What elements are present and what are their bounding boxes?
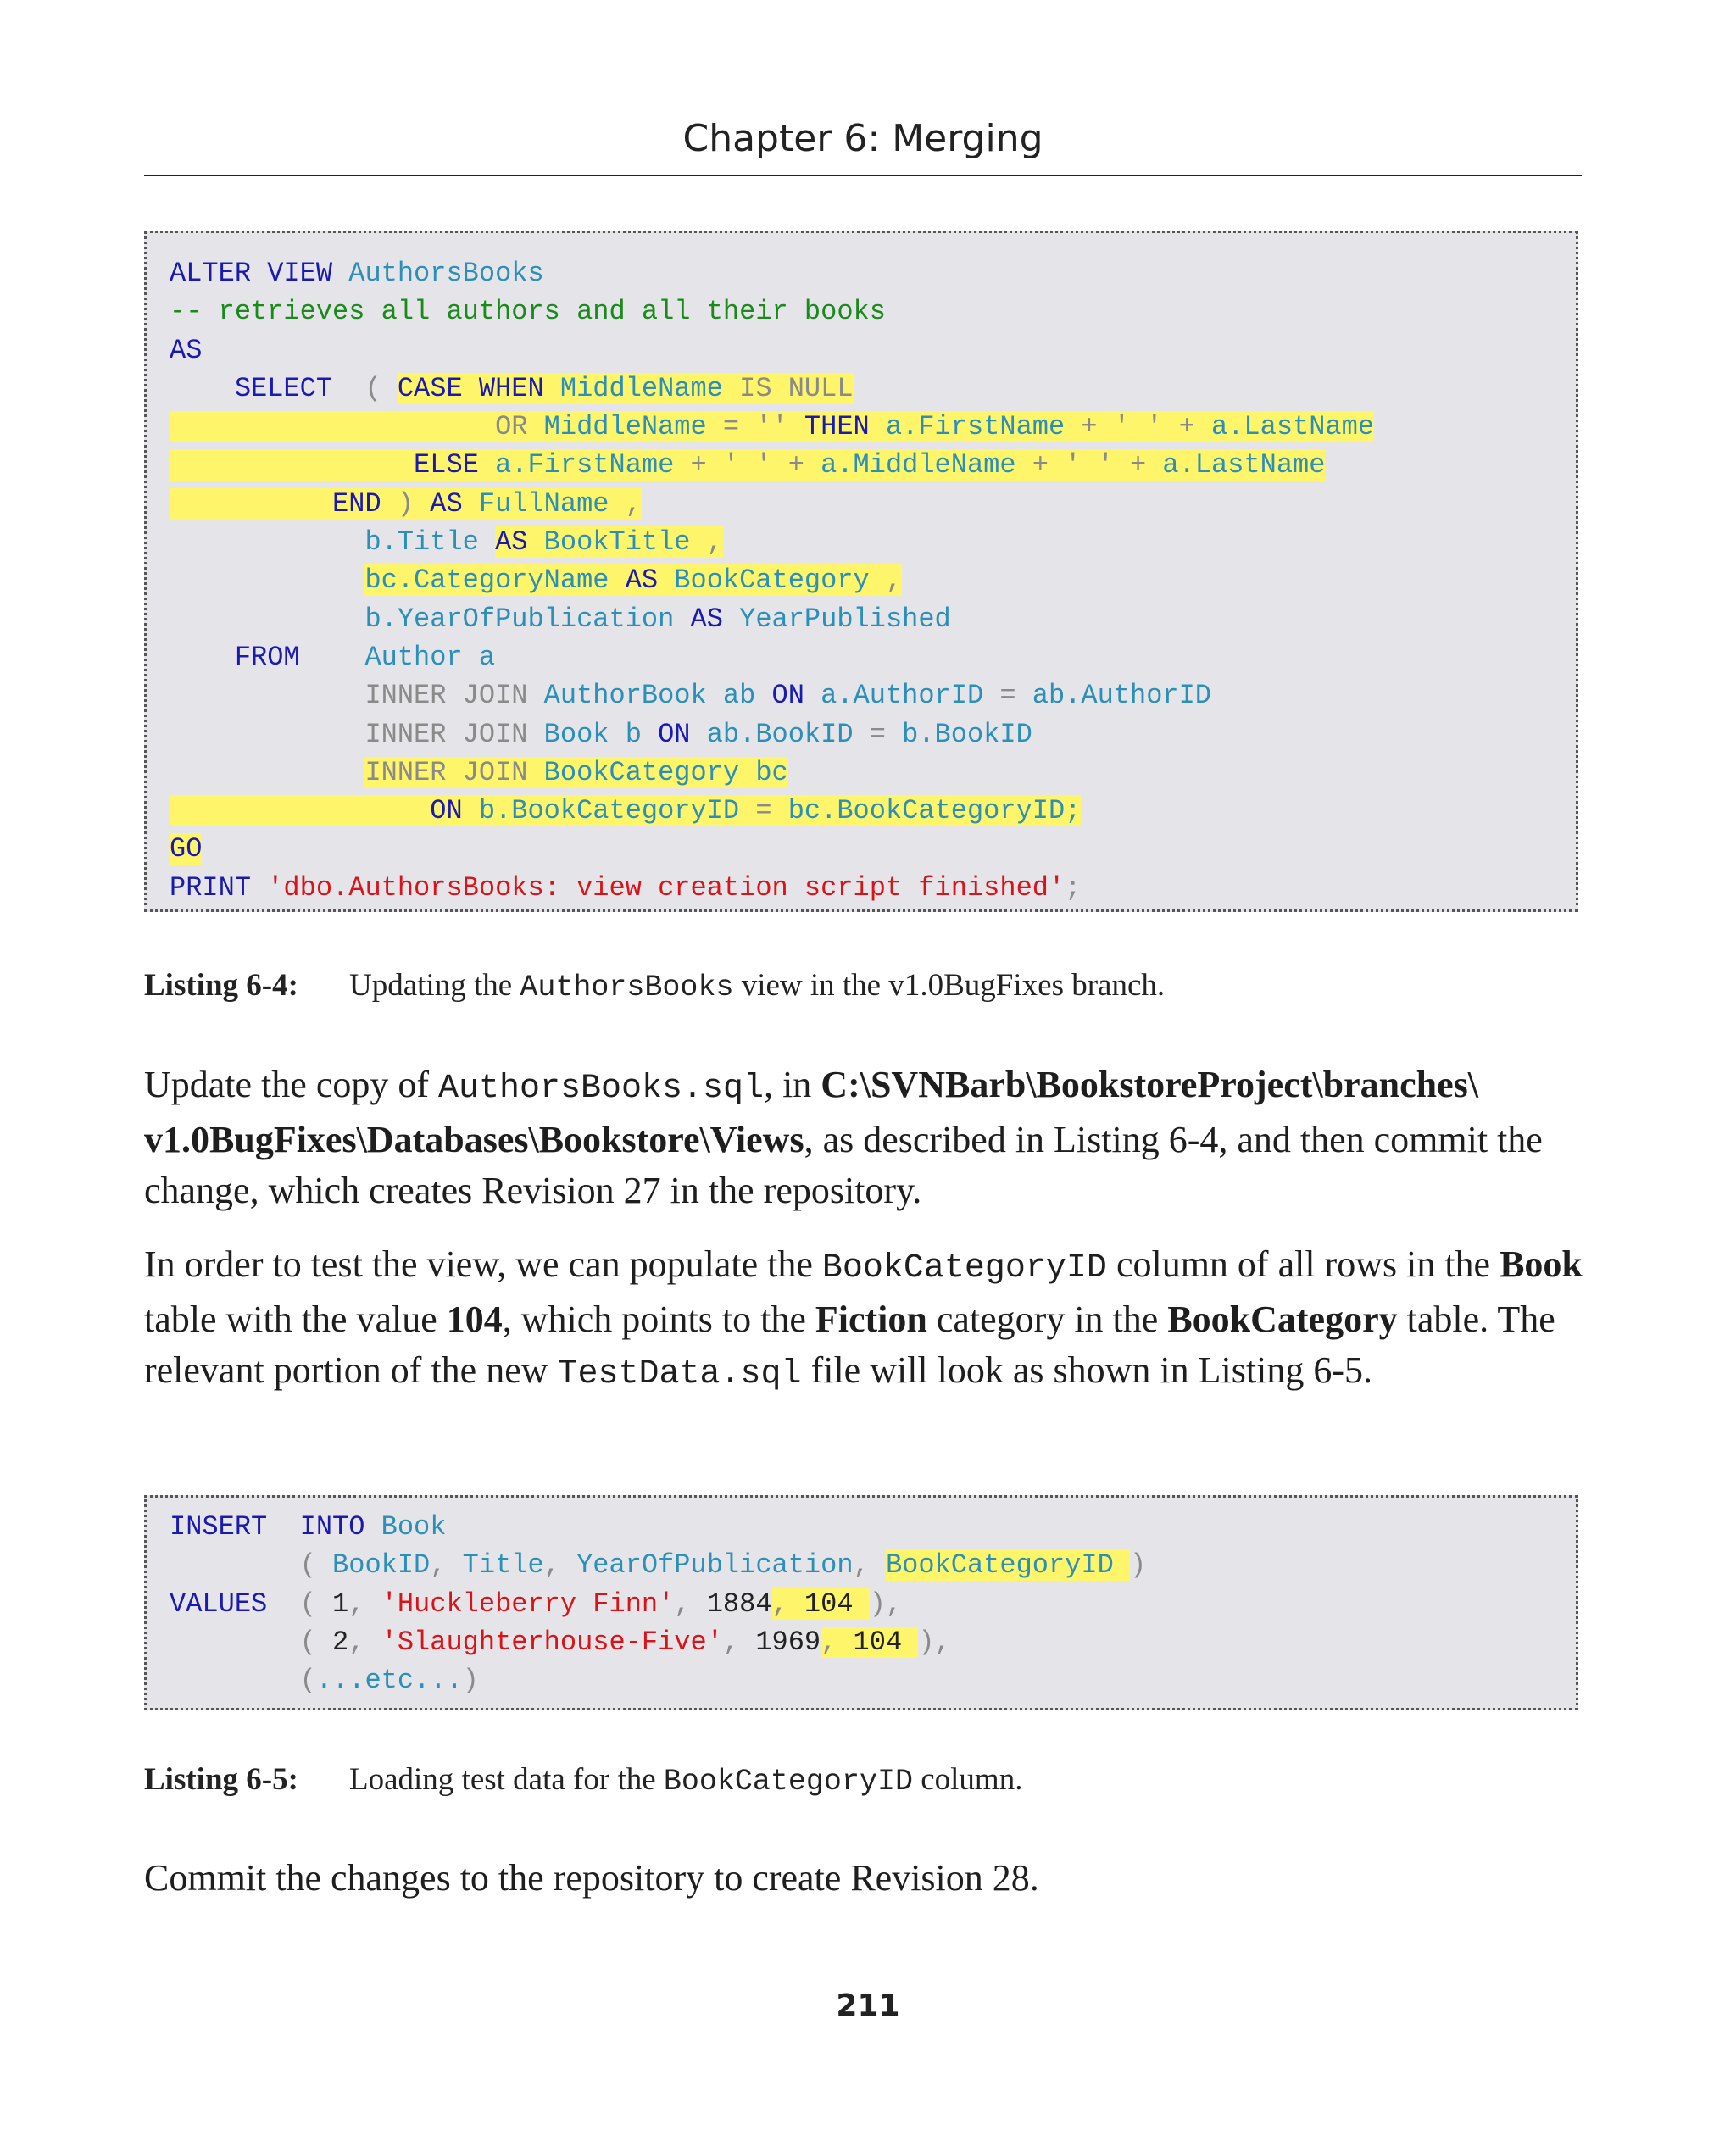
listing-6-5-caption bbox=[144, 1759, 1022, 1803]
code-token: b.Title bbox=[364, 526, 496, 559]
code-line bbox=[170, 446, 1576, 484]
code-token: = bbox=[999, 680, 1032, 712]
code-token: ) bbox=[918, 1626, 935, 1658]
inline-code: AuthorsBooks.sql bbox=[438, 1070, 765, 1108]
code-token bbox=[170, 642, 235, 673]
code-token: ON bbox=[771, 680, 821, 712]
code-token: Author a bbox=[364, 641, 496, 673]
code-token: b.BookID bbox=[902, 718, 1032, 750]
code-token: , bbox=[348, 1626, 381, 1658]
code-token: 'Slaughterhouse-Five' bbox=[381, 1626, 723, 1658]
code-token: AS bbox=[495, 526, 544, 559]
code-token: ( bbox=[299, 1549, 333, 1582]
text: table with the value bbox=[144, 1299, 447, 1340]
code-token: = '' bbox=[722, 411, 804, 443]
code-token: b.YearOfPublication bbox=[364, 603, 691, 635]
paragraph-commit: Commit the changes to the repository to create Revision 28. bbox=[144, 1857, 1039, 1899]
code-token: ) bbox=[462, 1665, 479, 1697]
code-line bbox=[170, 1623, 1576, 1661]
code-line bbox=[170, 523, 1576, 561]
code-token: bc.CategoryName bbox=[364, 564, 626, 597]
text: table. The relevant portion of the new bbox=[144, 1299, 1555, 1391]
code-line bbox=[170, 1546, 1576, 1584]
code-token: BookCategoryID bbox=[885, 1549, 1130, 1582]
bold-term: Fiction bbox=[815, 1299, 927, 1340]
code-token: a.FirstName bbox=[495, 449, 691, 481]
text: , in bbox=[764, 1064, 821, 1105]
code-line bbox=[170, 869, 1576, 907]
code-token: , bbox=[706, 526, 723, 559]
caption-code: AuthorsBooks bbox=[520, 970, 734, 1004]
code-token: AS bbox=[170, 334, 203, 366]
code-token: a.MiddleName bbox=[821, 449, 1032, 481]
code-token: AuthorBook ab bbox=[543, 680, 772, 712]
caption-label: Listing 6-4: bbox=[144, 968, 298, 1003]
code-line bbox=[170, 715, 1576, 754]
code-token: , bbox=[771, 1588, 804, 1620]
code-token: AS bbox=[690, 603, 740, 635]
code-line bbox=[170, 370, 1576, 408]
code-token: bc.BookCategoryID; bbox=[787, 795, 1082, 827]
code-token: , bbox=[934, 1626, 951, 1658]
code-token: , bbox=[885, 1588, 903, 1620]
code-token: b.BookCategoryID bbox=[478, 795, 756, 827]
code-token: AS bbox=[625, 564, 675, 597]
code-token: GO bbox=[170, 833, 203, 865]
code-token: , bbox=[722, 1626, 756, 1658]
code-token: THEN bbox=[804, 411, 886, 443]
caption-text: Loading test data for the bbox=[349, 1762, 664, 1797]
code-token: IS NULL bbox=[739, 372, 854, 404]
page-number: 211 bbox=[836, 1988, 900, 2023]
code-token: AS bbox=[430, 487, 479, 520]
code-line bbox=[170, 676, 1576, 715]
code-line bbox=[170, 830, 1576, 868]
inline-code: BookCategoryID bbox=[821, 1249, 1107, 1287]
code-token bbox=[170, 1627, 300, 1658]
code-token: FROM bbox=[234, 641, 300, 673]
code-token: OR bbox=[495, 411, 544, 443]
code-token: Book b bbox=[543, 718, 659, 750]
code-token: a.LastName bbox=[1162, 449, 1326, 481]
code-token bbox=[170, 795, 430, 826]
code-token: ab.BookID bbox=[706, 718, 870, 750]
code-listing-6-4 bbox=[144, 231, 1578, 912]
code-token: VALUES bbox=[170, 1588, 268, 1620]
header-divider bbox=[144, 175, 1582, 176]
code-line bbox=[170, 792, 1576, 830]
code-token: + ' ' + bbox=[1032, 449, 1163, 481]
caption-code: BookCategoryID bbox=[663, 1765, 913, 1799]
code-token: a.LastName bbox=[1211, 411, 1375, 443]
code-line bbox=[170, 408, 1576, 446]
bold-term: BookCategory bbox=[1167, 1299, 1398, 1340]
code-line bbox=[170, 1661, 1576, 1699]
code-line bbox=[170, 1585, 1576, 1623]
code-token: 104 bbox=[804, 1588, 870, 1620]
code-token: ( bbox=[299, 1665, 316, 1697]
code-token: 1 bbox=[332, 1588, 349, 1620]
bold-term: Book bbox=[1500, 1243, 1583, 1285]
code-token: CASE WHEN bbox=[397, 372, 560, 404]
code-line bbox=[170, 254, 1576, 292]
code-token bbox=[170, 757, 364, 788]
code-token: END bbox=[332, 487, 398, 520]
code-token: ON bbox=[430, 795, 479, 827]
code-line bbox=[170, 485, 1576, 523]
code-token: YearPublished bbox=[739, 603, 951, 635]
code-token: = bbox=[869, 718, 903, 750]
text: , which points to the bbox=[502, 1299, 815, 1340]
code-token bbox=[170, 603, 364, 635]
code-line bbox=[170, 600, 1576, 638]
code-token bbox=[170, 373, 235, 404]
text: Update the copy of bbox=[144, 1064, 438, 1105]
code-token: , bbox=[348, 1588, 381, 1620]
code-token: INNER JOIN bbox=[364, 718, 544, 750]
code-token: AuthorsBooks bbox=[348, 258, 544, 289]
code-line bbox=[170, 331, 1576, 370]
chapter-header: Chapter 6: Merging bbox=[682, 117, 1043, 160]
code-token: ( bbox=[299, 1626, 333, 1658]
code-token bbox=[170, 411, 495, 442]
file-path-cont: v1.0BugFixes\Databases\Bookstore\Views bbox=[144, 1119, 804, 1160]
caption-text-end: view in the v1.0BugFixes branch. bbox=[733, 968, 1166, 1003]
code-token: + ' ' + bbox=[1081, 411, 1211, 443]
code-token: ) bbox=[397, 487, 431, 520]
code-token: = bbox=[755, 795, 788, 827]
code-token: -- retrieves all authors and all their books bbox=[170, 296, 886, 328]
code-token: , bbox=[625, 487, 642, 520]
code-token: BookID bbox=[332, 1549, 431, 1582]
code-token: BookCategory bbox=[674, 564, 886, 597]
paragraph-test-view bbox=[144, 1239, 1602, 1400]
code-token: YearOfPublication bbox=[576, 1549, 854, 1582]
code-token: , bbox=[430, 1549, 463, 1582]
code-token bbox=[300, 642, 365, 673]
code-token: ON bbox=[658, 718, 707, 750]
code-token: ) bbox=[1129, 1549, 1147, 1582]
code-token: BookCategory bc bbox=[543, 756, 788, 788]
code-token: Book bbox=[381, 1511, 447, 1543]
text: In order to test the view, we can populate the bbox=[144, 1243, 822, 1285]
text: column of all rows in the bbox=[1106, 1243, 1500, 1285]
code-line bbox=[170, 1508, 1576, 1546]
caption-text-end: column. bbox=[912, 1762, 1023, 1797]
code-token: ALTER VIEW bbox=[170, 258, 349, 289]
code-token: + ' ' + bbox=[690, 449, 821, 481]
code-token bbox=[170, 1549, 300, 1581]
code-token: , bbox=[543, 1549, 577, 1582]
code-token: MiddleName bbox=[559, 372, 740, 404]
code-line bbox=[170, 754, 1576, 792]
code-token bbox=[170, 488, 332, 520]
code-token bbox=[170, 1665, 300, 1696]
code-token: a.AuthorID bbox=[821, 680, 1000, 712]
code-token: ELSE bbox=[414, 449, 496, 481]
code-token: a.FirstName bbox=[885, 411, 1082, 443]
code-token bbox=[170, 719, 364, 750]
code-token: ) bbox=[869, 1588, 886, 1620]
code-token: 'dbo.AuthorsBooks: view creation script finished' bbox=[267, 871, 1066, 904]
code-token: 1969 bbox=[755, 1626, 821, 1658]
code-token: MiddleName bbox=[543, 411, 723, 443]
code-token bbox=[170, 680, 364, 711]
listing-6-4-caption bbox=[144, 965, 1165, 1009]
code-token: FullName bbox=[478, 487, 626, 520]
code-line bbox=[170, 561, 1576, 599]
code-token: INSERT bbox=[170, 1511, 268, 1543]
code-token: INNER JOIN bbox=[364, 680, 544, 712]
code-token: , bbox=[674, 1588, 707, 1620]
code-token bbox=[170, 449, 414, 481]
code-token: ( bbox=[299, 1588, 333, 1620]
code-line bbox=[170, 638, 1576, 676]
code-token: INNER JOIN bbox=[364, 756, 544, 788]
code-token: , bbox=[821, 1626, 854, 1658]
code-token bbox=[170, 564, 364, 596]
code-token: 1884 bbox=[706, 1588, 772, 1620]
code-token: ( bbox=[332, 372, 398, 404]
code-token: 2 bbox=[332, 1626, 349, 1658]
code-listing-6-5 bbox=[144, 1495, 1578, 1710]
caption-text: Updating the bbox=[349, 968, 520, 1003]
code-token: Title bbox=[462, 1549, 544, 1582]
paragraph-update-copy bbox=[144, 1059, 1602, 1216]
code-token: ; bbox=[1065, 871, 1082, 904]
text: file will look as shown in Listing 6-5. bbox=[801, 1349, 1372, 1391]
code-token: BookTitle bbox=[543, 526, 707, 559]
code-token bbox=[267, 1511, 299, 1543]
code-token bbox=[267, 1588, 299, 1620]
code-token: PRINT bbox=[170, 871, 268, 904]
code-token: SELECT bbox=[234, 372, 333, 404]
code-token: 'Huckleberry Finn' bbox=[381, 1588, 675, 1620]
code-token: 104 bbox=[853, 1626, 919, 1658]
bold-term: 104 bbox=[446, 1299, 503, 1340]
code-token: , bbox=[853, 1549, 886, 1582]
code-token bbox=[170, 526, 364, 558]
text: category in the bbox=[926, 1299, 1168, 1340]
text: , as described in Listing 6-4, and then commit the change, which creates Revision 27 in the repository. bbox=[144, 1119, 1543, 1211]
code-token: ab.AuthorID bbox=[1032, 680, 1211, 712]
code-line bbox=[170, 292, 1576, 331]
code-token: , bbox=[885, 564, 903, 597]
inline-code: TestData.sql bbox=[557, 1355, 802, 1393]
caption-label: Listing 6-5: bbox=[144, 1762, 298, 1797]
file-path: C:\SVNBarb\BookstoreProject\branches\ bbox=[821, 1064, 1478, 1105]
code-token: ...etc... bbox=[315, 1665, 463, 1697]
code-token: INTO bbox=[299, 1511, 381, 1543]
